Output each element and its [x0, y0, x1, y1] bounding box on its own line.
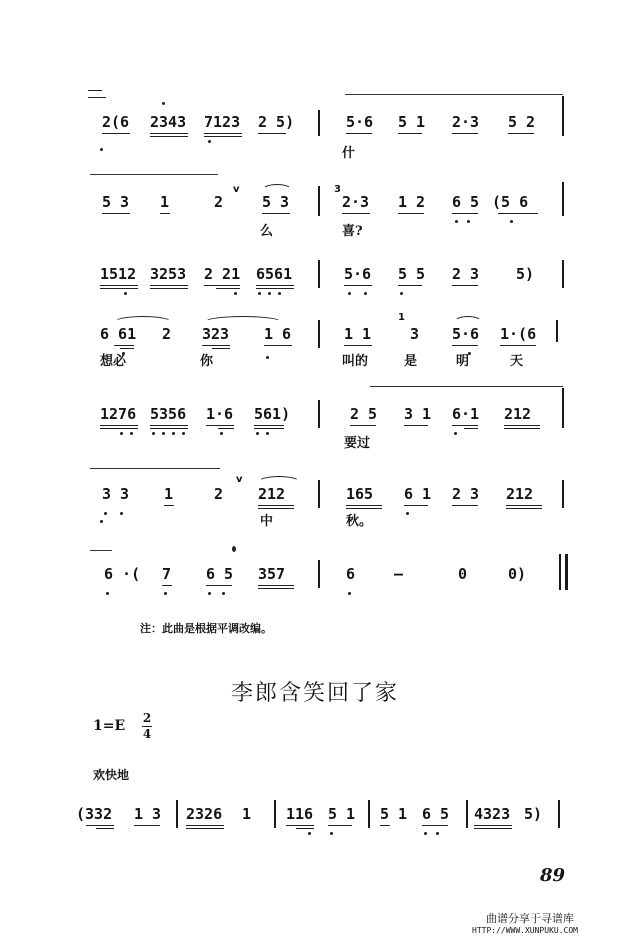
note-group: 7123 — [204, 113, 241, 131]
barline — [318, 400, 320, 428]
time-signature: 2 4 — [142, 711, 152, 741]
note-group: 5 2 — [508, 113, 536, 131]
note-group: 5 3 — [102, 193, 130, 211]
barline — [318, 110, 320, 136]
note-group: 5 1 — [328, 805, 356, 823]
system-7 — [0, 558, 630, 638]
lyric: 想必 — [100, 354, 127, 369]
note-group: 5356 — [150, 405, 187, 423]
lyric: 么 — [260, 224, 274, 239]
note-group: 5·6 — [452, 325, 480, 343]
lyric: 喜? — [342, 224, 363, 239]
note-group: 2 21 — [204, 265, 241, 283]
lyric: 你 — [200, 354, 214, 369]
note-group: 1512 — [100, 265, 137, 283]
note-group: 2·3 — [342, 193, 370, 211]
barline — [368, 800, 370, 828]
system-2: 5 3 1 2 5 3 2·3 1 2 6 5 (5 6 v 3 么 喜? — [0, 186, 630, 266]
note-group: 6 1 — [404, 485, 432, 503]
barline — [318, 480, 320, 508]
note-group: 6·1 — [452, 405, 480, 423]
song-title: 李郎含笑回了家 — [230, 681, 399, 706]
note-group: 0 — [458, 565, 468, 583]
section-mark — [88, 88, 106, 100]
note-group: 5·6 — [346, 113, 374, 131]
song-system-1 — [0, 798, 630, 878]
lyric: 中 — [260, 514, 274, 529]
barline — [558, 800, 560, 828]
note-group: 2 5 — [350, 405, 378, 423]
lyric: 天 — [510, 354, 524, 369]
barline — [562, 480, 564, 508]
note-group: 3 1 — [404, 405, 432, 423]
lyric: 什 — [342, 146, 356, 161]
lyric: 要过 — [344, 436, 371, 451]
note-group: (5 6 — [492, 193, 529, 211]
note-group: 2343 — [150, 113, 187, 131]
note-group: 1·6 — [206, 405, 234, 423]
barline — [466, 800, 468, 828]
note-group: 6 ·( — [104, 565, 141, 583]
watermark-url: HTTP://WWW.XUNPUKU.COM — [472, 926, 578, 935]
note-group: 2 5) — [258, 113, 295, 131]
note-group: 6 61 — [100, 325, 137, 343]
note-group: 5 3 — [262, 193, 290, 211]
note-group: 5 1 — [398, 113, 426, 131]
lyric: 叫的 — [342, 354, 369, 369]
note-group: 3253 — [150, 265, 187, 283]
note-group: 5) — [524, 805, 543, 823]
barline — [318, 186, 320, 216]
note-group: 2 3 — [452, 485, 480, 503]
note-group: 212 — [504, 405, 532, 423]
note-group: 1 6 — [264, 325, 292, 343]
note-group: 212 — [506, 485, 534, 503]
note-group: 1 — [242, 805, 252, 823]
note-group: 1 3 — [134, 805, 162, 823]
note-group: 2 3 — [452, 265, 480, 283]
note-group: 2·3 — [452, 113, 480, 131]
note-group: 2 — [214, 193, 224, 211]
note-group: 6561 — [256, 265, 293, 283]
note-group: 5 1 — [380, 805, 408, 823]
note-group: 5·6 — [344, 265, 372, 283]
note-group: 1276 — [100, 405, 137, 423]
barline — [318, 560, 320, 588]
barline — [562, 182, 564, 216]
note-group: 2 — [214, 485, 224, 503]
note-group: 2326 — [186, 805, 223, 823]
note-group: 212 — [258, 485, 286, 503]
barline — [556, 320, 558, 342]
note-group: 7 — [162, 565, 172, 583]
barline — [274, 800, 276, 828]
note-group: 6 5 — [452, 193, 480, 211]
note-group: 3 3 — [102, 485, 130, 503]
note-group: 1 2 — [398, 193, 426, 211]
note-group: 4323 — [474, 805, 511, 823]
note-group: 1·(6 — [500, 325, 537, 343]
note-group: (332 — [76, 805, 113, 823]
barline — [562, 260, 564, 288]
note-group: 116 — [286, 805, 314, 823]
note-group: 6 — [346, 565, 356, 583]
note-group: 0) — [508, 565, 527, 583]
note-group: 2 — [162, 325, 172, 343]
note-group: 165 — [346, 485, 374, 503]
note-group: 6 5 — [206, 565, 234, 583]
lyric: 明 — [456, 354, 470, 369]
barline — [562, 96, 564, 136]
key-signature: 1=E — [93, 718, 126, 734]
note-group: 2(6 — [102, 113, 130, 131]
note-group: 561) — [254, 405, 291, 423]
system-4: 6 61 2 323 1 6 1 1 3 5·6 1·(6 1 想必 你 叫的 是 明 天 — [0, 318, 630, 398]
barline — [318, 320, 320, 348]
note-group: 1 — [164, 485, 174, 503]
note-group: — — [394, 565, 404, 583]
footnote: 注：此曲是根据平调改编。 — [140, 622, 272, 635]
barline — [559, 554, 561, 590]
note-group: 357 — [258, 565, 286, 583]
watermark-text: 曲谱分享于寻谱库 — [486, 912, 574, 925]
page-number: 89 — [540, 865, 566, 886]
note-group: 5 5 — [398, 265, 426, 283]
barline — [565, 554, 568, 590]
barline — [318, 260, 320, 288]
system-6: 3 3 1 2 212 165 6 1 2 3 212 v 中 秋。 — [0, 478, 630, 558]
note-group: 323 — [202, 325, 230, 343]
note-group: 1 — [160, 193, 170, 211]
lyric: 是 — [404, 354, 418, 369]
lyric: 秋。 — [346, 514, 373, 529]
note-group: 6 5 — [422, 805, 450, 823]
tempo-marking: 欢快地 — [93, 768, 130, 782]
barline — [562, 388, 564, 428]
note-group: 3 — [410, 325, 420, 343]
barline — [176, 800, 178, 828]
system-5 — [0, 398, 630, 478]
note-group: 1 1 — [344, 325, 372, 343]
note-group: 5) — [516, 265, 535, 283]
